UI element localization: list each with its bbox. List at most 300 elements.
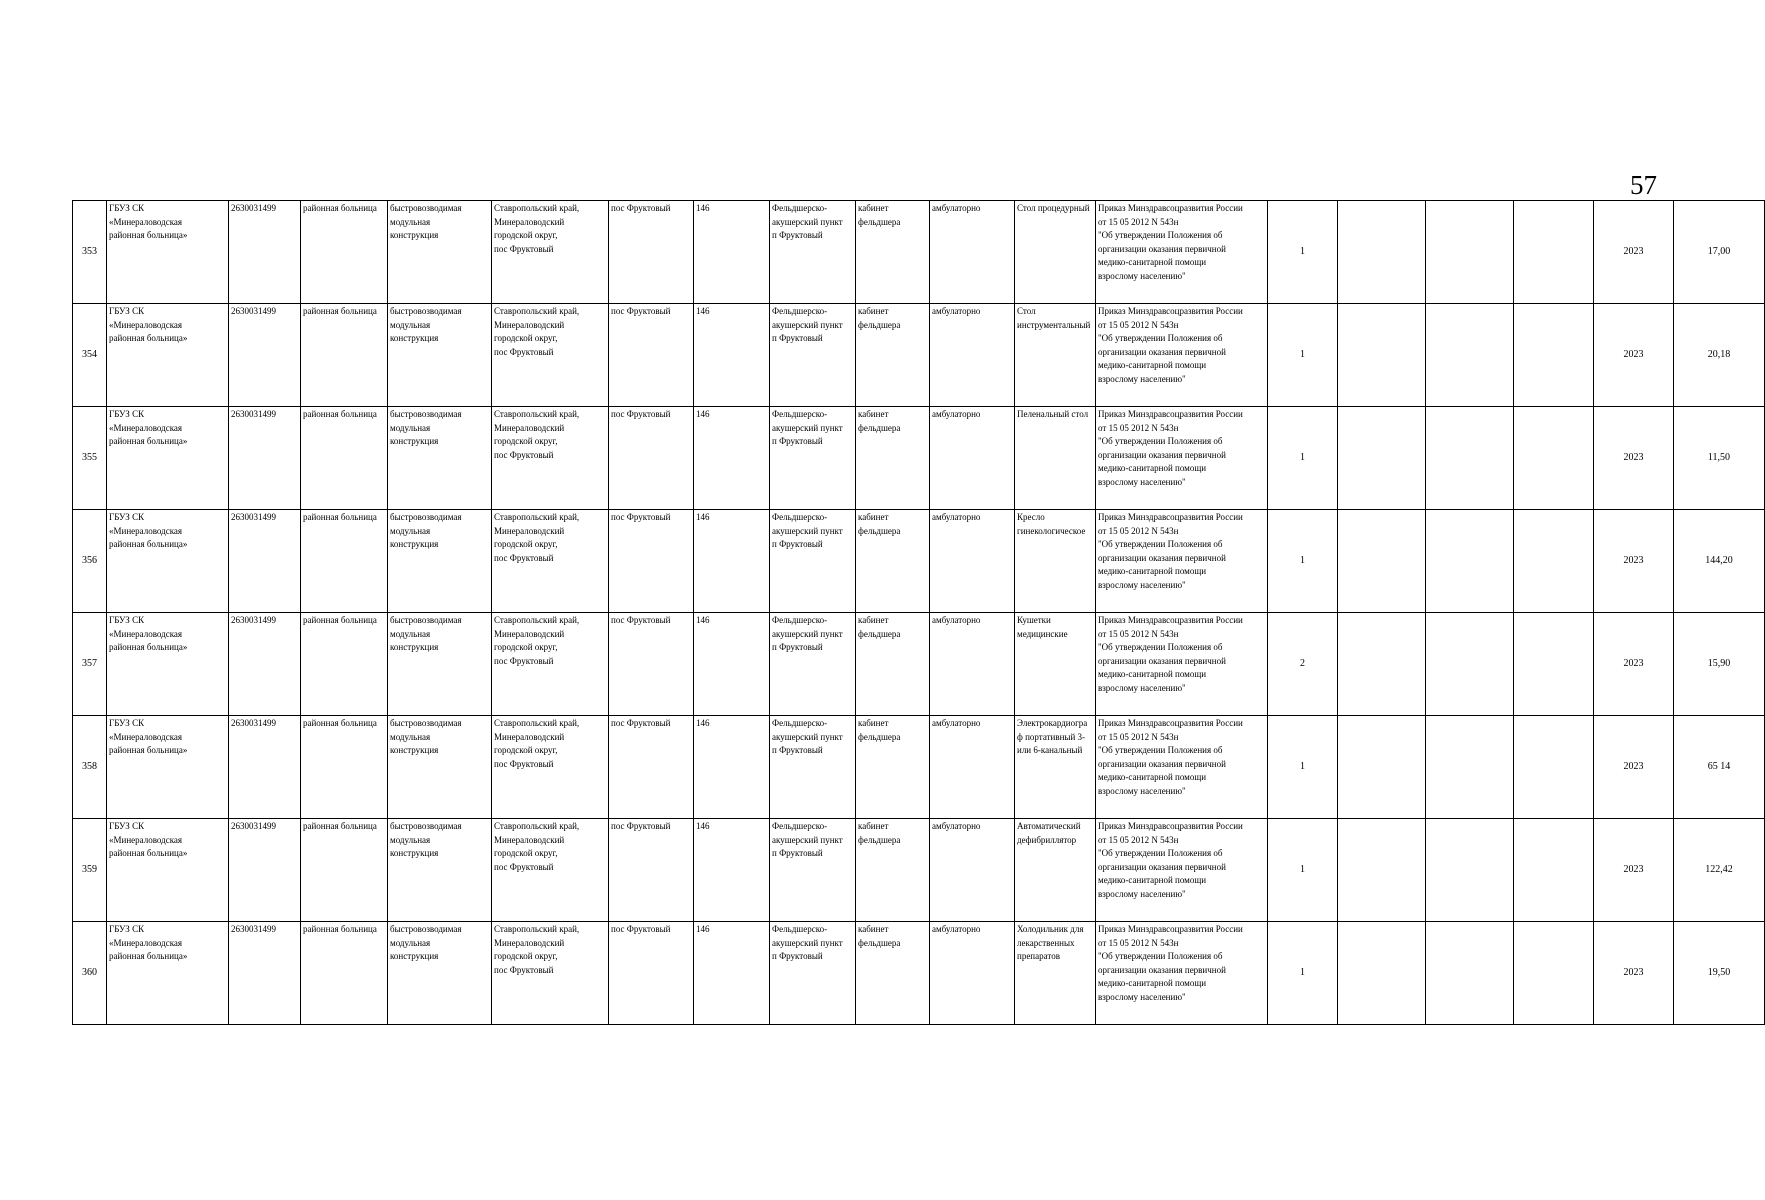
population-cell <box>694 201 770 304</box>
regulation-line: Приказ Минздравсоцразвития России <box>1098 203 1243 213</box>
inn-cell <box>229 510 301 613</box>
regulation-line: медико-санитарной помощи <box>1098 463 1207 473</box>
address-line: Ставропольский край, <box>494 821 580 831</box>
organization-line: ГБУЗ СК <box>109 306 145 316</box>
year: 2023 <box>1623 658 1644 670</box>
organization-cell <box>107 304 229 407</box>
cost: 122,42 <box>1705 864 1733 876</box>
organization-line: районная больница» <box>109 333 188 343</box>
facility-cell <box>770 922 856 1025</box>
empty-cell <box>1514 201 1594 304</box>
inn: 2630031499 <box>231 924 276 934</box>
empty-cell <box>1338 407 1426 510</box>
care-mode: амбулаторно <box>932 615 981 625</box>
regulation-line: взрослому населению" <box>1098 991 1186 1002</box>
address-line: Минераловодский <box>494 628 565 639</box>
room-line: кабинет <box>858 615 889 625</box>
population-cell <box>694 819 770 922</box>
care-mode: амбулаторно <box>932 821 981 831</box>
row-number-cell <box>73 510 107 613</box>
organization-cell <box>107 201 229 304</box>
regulation-cell <box>1096 407 1268 510</box>
cost-cell <box>1674 304 1765 407</box>
institution-type-cell <box>301 510 388 613</box>
address-line: пос Фруктовый <box>494 449 554 460</box>
care-mode: амбулаторно <box>932 924 981 934</box>
regulation-line: организации оказания первичной <box>1098 243 1226 254</box>
address-line: городской округ, <box>494 745 558 755</box>
population: 146 <box>696 821 710 831</box>
table-row <box>73 201 1765 304</box>
facility-line: Фельдшерско- <box>772 615 828 625</box>
population-cell <box>694 613 770 716</box>
row-number: 353 <box>82 246 97 258</box>
regulation-line: медико-санитарной помощи <box>1098 566 1207 576</box>
empty-cell <box>1426 922 1514 1025</box>
room-line: фельдшера <box>858 319 901 330</box>
quantity-cell <box>1268 922 1338 1025</box>
building-type-cell <box>388 304 492 407</box>
year-cell <box>1594 201 1674 304</box>
year-cell <box>1594 510 1674 613</box>
building-type-cell <box>388 716 492 819</box>
institution-type-cell <box>301 201 388 304</box>
institution-type-cell <box>301 613 388 716</box>
settlement: пос Фруктовый <box>611 409 671 419</box>
row-number: 355 <box>82 452 97 464</box>
regulation-line: взрослому населению" <box>1098 579 1186 590</box>
organization-line: районная больница» <box>109 230 188 240</box>
room-cell <box>856 922 930 1025</box>
settlement-cell <box>609 716 694 819</box>
cost: 20,18 <box>1707 349 1731 361</box>
regulation-line: организации оказания первичной <box>1098 449 1226 460</box>
building-type-line: быстровозводимая <box>390 615 462 625</box>
address-cell <box>492 819 609 922</box>
settlement-cell <box>609 407 694 510</box>
equipment-name: Стол инструментальный <box>1017 306 1091 330</box>
cost: 19,50 <box>1707 967 1731 979</box>
empty-cell <box>1514 510 1594 613</box>
address-line: Минераловодский <box>494 834 565 845</box>
inn-cell <box>229 407 301 510</box>
regulation-line: медико-санитарной помощи <box>1098 978 1207 988</box>
building-type-cell <box>388 922 492 1025</box>
room-cell <box>856 613 930 716</box>
address-line: Ставропольский край, <box>494 615 580 625</box>
population: 146 <box>696 203 710 213</box>
regulation-line: медико-санитарной помощи <box>1098 875 1207 885</box>
regulation-line: от 15 05 2012 N 543н <box>1098 628 1179 639</box>
empty-cell <box>1338 201 1426 304</box>
empty-cell <box>1514 716 1594 819</box>
address-line: городской округ, <box>494 848 558 858</box>
facility-line: акушерский пункт <box>772 834 843 845</box>
regulation-line: Приказ Минздравсоцразвития России <box>1098 306 1243 316</box>
quantity: 1 <box>1300 246 1305 258</box>
empty-cell <box>1514 304 1594 407</box>
facility-cell <box>770 407 856 510</box>
equipment-name: Электрокардиограф портативный 3- или 6-канальный <box>1017 718 1088 755</box>
regulation-line: взрослому населению" <box>1098 476 1186 487</box>
address-line: Минераловодский <box>494 422 565 433</box>
table-row <box>73 819 1765 922</box>
empty-cell <box>1426 510 1514 613</box>
building-type-line: модульная <box>390 834 431 845</box>
address-cell <box>492 304 609 407</box>
regulation-line: взрослому населению" <box>1098 682 1186 693</box>
regulation-line: организации оказания первичной <box>1098 346 1226 357</box>
facility-line: акушерский пункт <box>772 628 843 639</box>
empty-cell <box>1426 407 1514 510</box>
room-line: фельдшера <box>858 422 901 433</box>
address-line: Минераловодский <box>494 731 565 742</box>
organization-line: «Минераловодская <box>109 731 183 742</box>
building-type-line: конструкция <box>390 230 439 240</box>
address-line: городской округ, <box>494 951 558 961</box>
room-line: кабинет <box>858 306 889 316</box>
row-number: 356 <box>82 555 97 567</box>
address-line: городской округ, <box>494 436 558 446</box>
care-mode-cell <box>930 407 1015 510</box>
room-line: кабинет <box>858 718 889 728</box>
organization-line: «Минераловодская <box>109 319 183 330</box>
facility-cell <box>770 201 856 304</box>
address-line: Ставропольский край, <box>494 306 580 316</box>
organization-line: «Минераловодская <box>109 422 183 433</box>
address-line: пос Фруктовый <box>494 346 554 357</box>
building-type-cell <box>388 201 492 304</box>
empty-cell <box>1426 716 1514 819</box>
institution-type: районная больница <box>303 409 377 419</box>
facility-line: п Фруктовый <box>772 333 823 343</box>
room-line: фельдшера <box>858 731 901 742</box>
address-cell <box>492 716 609 819</box>
regulation-line: организации оказания первичной <box>1098 758 1226 769</box>
row-number-cell <box>73 201 107 304</box>
row-number: 359 <box>82 864 97 876</box>
regulation-cell <box>1096 201 1268 304</box>
organization-line: районная больница» <box>109 951 188 961</box>
row-number-cell <box>73 922 107 1025</box>
empty-cell <box>1426 819 1514 922</box>
settlement: пос Фруктовый <box>611 203 671 213</box>
room-cell <box>856 201 930 304</box>
regulation-line: медико-санитарной помощи <box>1098 257 1207 267</box>
row-number: 357 <box>82 658 97 670</box>
empty-cell <box>1514 613 1594 716</box>
organization-cell <box>107 716 229 819</box>
building-type-line: быстровозводимая <box>390 924 462 934</box>
organization-line: ГБУЗ СК <box>109 409 145 419</box>
room-line: кабинет <box>858 924 889 934</box>
row-number-cell <box>73 819 107 922</box>
row-number-cell <box>73 716 107 819</box>
organization-line: районная больница» <box>109 539 188 549</box>
care-mode: амбулаторно <box>932 512 981 522</box>
building-type-line: быстровозводимая <box>390 306 462 316</box>
quantity: 2 <box>1300 658 1305 670</box>
equipment-cell <box>1015 613 1096 716</box>
regulation-line: взрослому населению" <box>1098 888 1186 899</box>
year: 2023 <box>1623 452 1644 464</box>
year-cell <box>1594 819 1674 922</box>
cost-cell <box>1674 201 1765 304</box>
empty-cell <box>1514 407 1594 510</box>
table-row <box>73 304 1765 407</box>
empty-cell <box>1338 922 1426 1025</box>
facility-cell <box>770 304 856 407</box>
building-type-line: конструкция <box>390 642 439 652</box>
regulation-line: "Об утверждении Положения об <box>1098 745 1223 755</box>
quantity-cell <box>1268 716 1338 819</box>
equipment-name: Автоматический дефибриллятор <box>1017 821 1081 845</box>
institution-type-cell <box>301 819 388 922</box>
regulation-line: "Об утверждении Положения об <box>1098 539 1223 549</box>
regulation-line: медико-санитарной помощи <box>1098 360 1207 370</box>
address-line: Ставропольский край, <box>494 924 580 934</box>
quantity: 1 <box>1300 864 1305 876</box>
equipment-name: Пеленальный стол <box>1017 409 1089 419</box>
facility-cell <box>770 716 856 819</box>
institution-type: районная больница <box>303 512 377 522</box>
quantity-cell <box>1268 510 1338 613</box>
care-mode-cell <box>930 819 1015 922</box>
empty-cell <box>1338 304 1426 407</box>
institution-type-cell <box>301 407 388 510</box>
institution-type: районная больница <box>303 203 377 213</box>
address-line: Минераловодский <box>494 216 565 227</box>
facility-line: Фельдшерско- <box>772 718 828 728</box>
equipment-cell <box>1015 922 1096 1025</box>
regulation-line: Приказ Минздравсоцразвития России <box>1098 924 1243 934</box>
population-cell <box>694 922 770 1025</box>
regulation-cell <box>1096 716 1268 819</box>
inn: 2630031499 <box>231 821 276 831</box>
year: 2023 <box>1623 864 1644 876</box>
table-row <box>73 510 1765 613</box>
address-line: Минераловодский <box>494 525 565 536</box>
room-line: фельдшера <box>858 628 901 639</box>
inn: 2630031499 <box>231 409 276 419</box>
facility-line: акушерский пункт <box>772 937 843 948</box>
institution-type-cell <box>301 304 388 407</box>
empty-cell <box>1426 613 1514 716</box>
room-line: фельдшера <box>858 525 901 536</box>
regulation-line: взрослому населению" <box>1098 270 1186 281</box>
population: 146 <box>696 306 710 316</box>
regulation-line: Приказ Минздравсоцразвития России <box>1098 718 1243 728</box>
inn-cell <box>229 304 301 407</box>
facility-line: п Фруктовый <box>772 642 823 652</box>
inn: 2630031499 <box>231 306 276 316</box>
empty-cell <box>1514 922 1594 1025</box>
organization-line: «Минераловодская <box>109 216 183 227</box>
address-line: городской округ, <box>494 230 558 240</box>
room-line: кабинет <box>858 512 889 522</box>
organization-line: ГБУЗ СК <box>109 615 145 625</box>
settlement-cell <box>609 819 694 922</box>
year: 2023 <box>1623 761 1644 773</box>
regulation-line: организации оказания первичной <box>1098 552 1226 563</box>
regulation-line: "Об утверждении Положения об <box>1098 848 1223 858</box>
regulation-line: организации оказания первичной <box>1098 861 1226 872</box>
population: 146 <box>696 718 710 728</box>
equipment-cell <box>1015 510 1096 613</box>
inn-cell <box>229 201 301 304</box>
cost-cell <box>1674 716 1765 819</box>
care-mode: амбулаторно <box>932 409 981 419</box>
row-number-cell <box>73 407 107 510</box>
address-line: городской округ, <box>494 642 558 652</box>
regulation-line: от 15 05 2012 N 543н <box>1098 216 1179 227</box>
quantity: 1 <box>1300 452 1305 464</box>
row-number-cell <box>73 613 107 716</box>
facility-line: п Фруктовый <box>772 436 823 446</box>
settlement: пос Фруктовый <box>611 512 671 522</box>
quantity-cell <box>1268 407 1338 510</box>
facility-line: Фельдшерско- <box>772 512 828 522</box>
care-mode-cell <box>930 201 1015 304</box>
room-line: фельдшера <box>858 216 901 227</box>
settlement-cell <box>609 510 694 613</box>
year: 2023 <box>1623 967 1644 979</box>
cost: 144,20 <box>1705 555 1733 567</box>
building-type-line: быстровозводимая <box>390 203 462 213</box>
quantity-cell <box>1268 819 1338 922</box>
settlement-cell <box>609 201 694 304</box>
page-number: 57 <box>1630 170 1657 200</box>
address-cell <box>492 201 609 304</box>
regulation-cell <box>1096 304 1268 407</box>
population: 146 <box>696 409 710 419</box>
empty-cell <box>1514 819 1594 922</box>
regulation-cell <box>1096 510 1268 613</box>
organization-line: районная больница» <box>109 642 188 652</box>
regulation-cell <box>1096 922 1268 1025</box>
address-line: Минераловодский <box>494 937 565 948</box>
quantity: 1 <box>1300 555 1305 567</box>
organization-cell <box>107 613 229 716</box>
year-cell <box>1594 613 1674 716</box>
equipment-registry-table <box>72 200 1765 1025</box>
facility-line: акушерский пункт <box>772 216 843 227</box>
population: 146 <box>696 924 710 934</box>
institution-type: районная больница <box>303 718 377 728</box>
building-type-cell <box>388 407 492 510</box>
institution-type: районная больница <box>303 821 377 831</box>
cost: 65 14 <box>1707 761 1731 773</box>
inn-cell <box>229 613 301 716</box>
regulation-line: организации оказания первичной <box>1098 964 1226 975</box>
organization-line: районная больница» <box>109 436 188 446</box>
empty-cell <box>1338 716 1426 819</box>
room-cell <box>856 819 930 922</box>
regulation-line: Приказ Минздравсоцразвития России <box>1098 409 1243 419</box>
equipment-name: Кушетки медицинские <box>1017 615 1068 639</box>
year: 2023 <box>1623 349 1644 361</box>
organization-line: ГБУЗ СК <box>109 924 145 934</box>
care-mode: амбулаторно <box>932 306 981 316</box>
regulation-line: от 15 05 2012 N 543н <box>1098 731 1179 742</box>
facility-line: акушерский пункт <box>772 731 843 742</box>
regulation-line: от 15 05 2012 N 543н <box>1098 319 1179 330</box>
regulation-line: Приказ Минздравсоцразвития России <box>1098 512 1243 522</box>
care-mode: амбулаторно <box>932 718 981 728</box>
care-mode-cell <box>930 613 1015 716</box>
building-type-cell <box>388 510 492 613</box>
equipment-name: Стол процедурный <box>1017 203 1090 213</box>
address-cell <box>492 510 609 613</box>
address-cell <box>492 407 609 510</box>
empty-cell <box>1338 510 1426 613</box>
settlement: пос Фруктовый <box>611 821 671 831</box>
year-cell <box>1594 304 1674 407</box>
cost: 11,50 <box>1707 452 1731 464</box>
regulation-line: "Об утверждении Положения об <box>1098 230 1223 240</box>
building-type-line: конструкция <box>390 436 439 446</box>
regulation-cell <box>1096 613 1268 716</box>
room-line: фельдшера <box>858 937 901 948</box>
settlement: пос Фруктовый <box>611 924 671 934</box>
organization-line: районная больница» <box>109 745 188 755</box>
care-mode: амбулаторно <box>932 203 981 213</box>
building-type-line: быстровозводимая <box>390 718 462 728</box>
institution-type-cell <box>301 716 388 819</box>
settlement-cell <box>609 922 694 1025</box>
organization-line: ГБУЗ СК <box>109 203 145 213</box>
institution-type-cell <box>301 922 388 1025</box>
address-line: Ставропольский край, <box>494 512 580 522</box>
facility-line: п Фруктовый <box>772 745 823 755</box>
building-type-line: конструкция <box>390 539 439 549</box>
institution-type: районная больница <box>303 615 377 625</box>
room-cell <box>856 304 930 407</box>
organization-cell <box>107 510 229 613</box>
population-cell <box>694 304 770 407</box>
regulation-cell <box>1096 819 1268 922</box>
building-type-line: конструкция <box>390 333 439 343</box>
facility-line: п Фруктовый <box>772 951 823 961</box>
address-line: пос Фруктовый <box>494 552 554 563</box>
empty-cell <box>1338 819 1426 922</box>
cost-cell <box>1674 407 1765 510</box>
room-line: кабинет <box>858 203 889 213</box>
care-mode-cell <box>930 510 1015 613</box>
room-cell <box>856 510 930 613</box>
table-row <box>73 613 1765 716</box>
facility-line: п Фруктовый <box>772 539 823 549</box>
cost-cell <box>1674 819 1765 922</box>
equipment-cell <box>1015 201 1096 304</box>
quantity-cell <box>1268 304 1338 407</box>
settlement: пос Фруктовый <box>611 306 671 316</box>
cost: 15,90 <box>1707 658 1731 670</box>
room-line: фельдшера <box>858 834 901 845</box>
room-cell <box>856 716 930 819</box>
equipment-cell <box>1015 407 1096 510</box>
regulation-line: медико-санитарной помощи <box>1098 669 1207 679</box>
room-cell <box>856 407 930 510</box>
settlement: пос Фруктовый <box>611 615 671 625</box>
organization-line: «Минераловодская <box>109 937 183 948</box>
population-cell <box>694 510 770 613</box>
inn: 2630031499 <box>231 203 276 213</box>
organization-line: «Минераловодская <box>109 525 183 536</box>
population-cell <box>694 407 770 510</box>
inn-cell <box>229 716 301 819</box>
organization-line: ГБУЗ СК <box>109 821 145 831</box>
